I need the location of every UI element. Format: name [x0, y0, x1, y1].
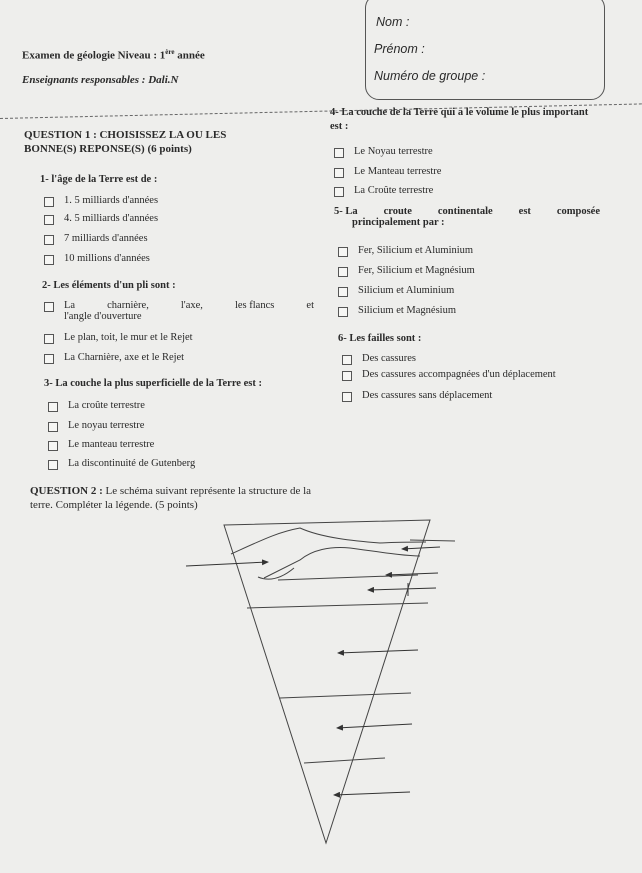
q4-option[interactable]: Le Manteau terrestre — [334, 166, 441, 178]
q2-option[interactable]: La charnière, l'axe, les flancs et l'angle d'ouverture — [44, 300, 314, 322]
q1-option[interactable]: 1. 5 milliards d'années — [44, 195, 158, 207]
q3-option[interactable]: Le manteau terrestre — [48, 439, 154, 451]
groupe-field[interactable]: Numéro de groupe : — [374, 69, 486, 83]
layer-boundary — [304, 758, 385, 763]
q4-option[interactable]: La Croûte terrestre — [334, 185, 433, 197]
q3-option[interactable]: Le noyau terrestre — [48, 420, 144, 432]
layer-boundary — [278, 575, 418, 580]
q6-option[interactable]: Des cassures — [342, 353, 416, 365]
teachers-line: Enseignants responsables : Dali.N — [22, 73, 179, 86]
q4-option[interactable]: Le Noyau terrestre — [334, 146, 433, 158]
q4-heading: 4- La couche de la Terre qui a le volume le plus important est : — [330, 107, 589, 132]
q1-heading: 1- l'âge de la Terre est de : — [40, 174, 158, 185]
q3-option[interactable]: La discontinuité de Gutenberg — [48, 458, 195, 470]
label-arrow — [368, 588, 436, 590]
label-arrow — [338, 650, 418, 653]
q5-option[interactable]: Fer, Silicium et Magnésium — [338, 265, 475, 277]
q5-option[interactable]: Silicium et Aluminium — [338, 285, 454, 297]
q1-option[interactable]: 7 milliards d'années — [44, 233, 148, 245]
exam-title: Examen de géologie Niveau : 1ère année — [22, 48, 205, 62]
q5-option[interactable]: Fer, Silicium et Aluminium — [338, 245, 473, 257]
q5-option[interactable]: Silicium et Magnésium — [338, 305, 456, 317]
leader-line — [410, 540, 455, 541]
label-arrow — [337, 724, 412, 728]
question2-text: QUESTION 2 : Le schéma suivant représente la structure de la terre. Compléter la légende. (5 points) — [30, 485, 312, 511]
relief-curve — [258, 568, 294, 579]
relief-curve — [231, 528, 426, 554]
q6-option[interactable]: Des cassures accompagnées d'un déplacement — [342, 369, 556, 381]
q3-option[interactable]: La croûte terrestre — [48, 400, 145, 412]
q2-heading: 2- Les éléments d'un pli sont : — [42, 280, 176, 291]
q6-heading: 6- Les failles sont : — [338, 333, 422, 344]
layer-boundary — [247, 603, 428, 608]
q5-heading: 5- La croute continentale est composée principalement par : — [334, 206, 600, 228]
nom-field[interactable]: Nom : — [376, 15, 410, 29]
question1-title: QUESTION 1 : CHOISISSEZ LA OU LES BONNE(S) REPONSE(S) (6 points) — [24, 129, 227, 155]
prenom-field[interactable]: Prénom : — [374, 42, 425, 56]
label-arrow — [334, 792, 410, 795]
triangle-outline — [224, 520, 430, 843]
q2-option[interactable]: Le plan, toit, le mur et le Rejet — [44, 332, 193, 344]
layer-boundary — [280, 693, 411, 698]
q6-option[interactable]: Des cassures sans déplacement — [342, 390, 492, 402]
q1-option[interactable]: 4. 5 milliards d'années — [44, 213, 158, 225]
q3-heading: 3- La couche la plus superficielle de la Terre est : — [44, 378, 262, 389]
q2-option[interactable]: La Charnière, axe et le Rejet — [44, 352, 184, 364]
label-arrow — [186, 562, 268, 566]
q1-option[interactable]: 10 millions d'années — [44, 253, 150, 265]
